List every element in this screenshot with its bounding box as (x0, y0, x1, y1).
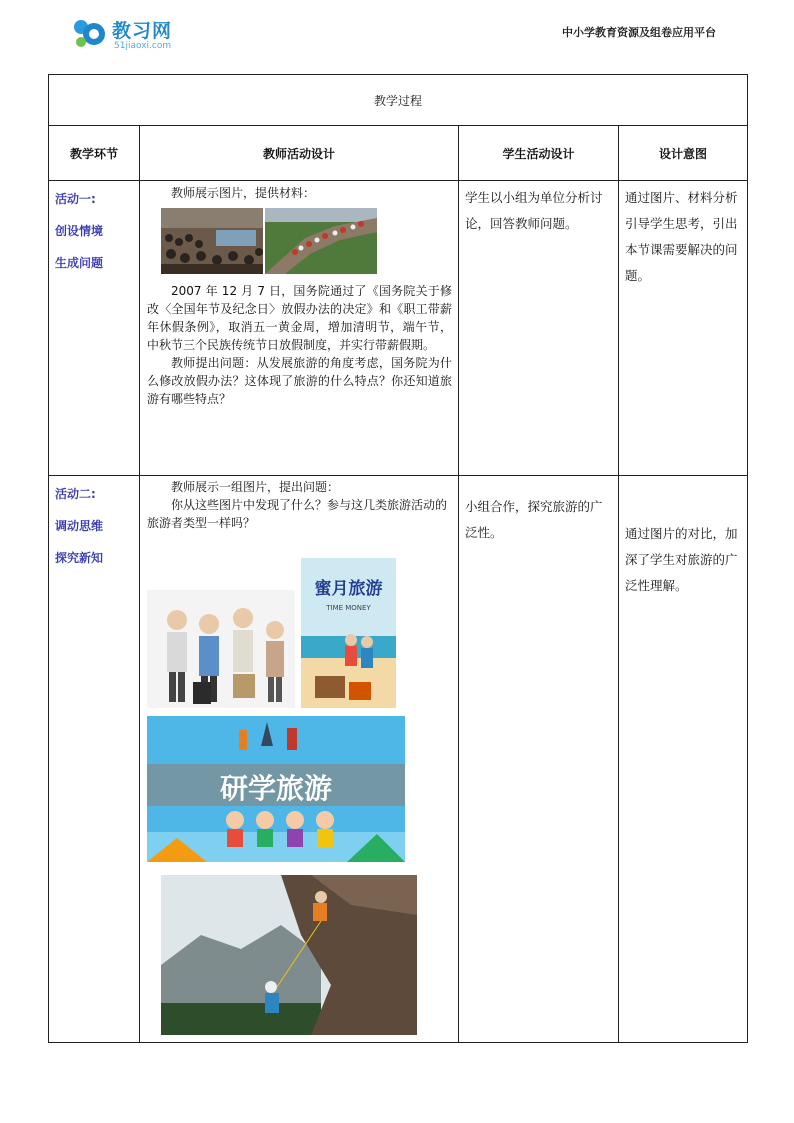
column-header-stage: 教学环节 (49, 126, 140, 181)
teacher-cell (140, 476, 459, 1043)
card-subtitle: TIME MONEY (326, 604, 371, 612)
logo-url: 51jiaoxi.com (114, 41, 172, 51)
stage-line: 生成问题 (55, 256, 104, 270)
tourism-photo-group (140, 558, 458, 708)
teacher-intro: 教师展示一组图片，提出问题： (171, 480, 340, 494)
column-header-student: 学生活动设计 (459, 126, 619, 181)
column-header-teacher: 教师活动设计 (140, 126, 459, 181)
teacher-paragraph: 2007 年 12 月 7 日，国务院通过了《国务院关于修改〈全国年节及纪念日〉放假办法的决定》和《职工带薪年休假条例》，取消五一黄金周，增加清明节，端午节，中秋节三个民族传统节日放假制度，并实行带薪假期。 (147, 284, 452, 352)
student-cell (459, 181, 619, 476)
table-title: 教学过程 (49, 75, 748, 126)
student-activity: 小组合作，探究旅游的广泛性。 (465, 499, 603, 540)
design-intent: 通过图片、材料分析引导学生思考，引出本节课需要解决的问题。 (625, 190, 738, 283)
intent-cell (619, 476, 748, 1043)
teacher-question: 你从这些图片中发现了什么？参与这几类旅游活动的旅游者类型一样吗？ (147, 498, 448, 530)
student-cell (459, 476, 619, 1043)
platform-title: 中小学教育资源及组卷应用平台 (562, 26, 716, 39)
teacher-intro: 教师展示图片，提供材料： (171, 186, 316, 200)
stage-label: 活动一: (55, 192, 96, 206)
site-logo (72, 16, 182, 52)
stage-cell (49, 181, 140, 476)
teacher-question: 教师提出问题：从发展旅游的角度考虑，国务院为什么修改放假办法？这体现了旅游的什么特点？你还知道旅游有哪些特点？ (147, 356, 452, 406)
rock-climbing-photo (161, 875, 417, 1035)
logo-name: 教习网 (112, 20, 173, 42)
stage-label: 活动二: (55, 487, 96, 501)
climbing-photo-wrap (161, 875, 458, 1038)
poster-title: 研学旅游 (219, 772, 333, 805)
holiday-crowd-photos (161, 208, 377, 274)
card-title: 蜜月旅游 (314, 579, 383, 599)
stage-line: 创设情境 (55, 224, 104, 238)
great-wall-photo (265, 208, 377, 274)
study-tour-poster (147, 716, 405, 862)
column-header-intent: 设计意图 (619, 126, 748, 181)
stage-cell (49, 476, 140, 1043)
design-intent: 通过图片的对比，加深了学生对旅游的广泛性理解。 (625, 526, 738, 593)
logo-mark-icon (72, 18, 106, 50)
table-row (49, 181, 748, 476)
honeymoon-travel-card (301, 558, 396, 708)
elderly-tourists-photo (147, 590, 295, 708)
lesson-table (48, 74, 748, 1043)
stage-line: 探究新知 (55, 551, 104, 565)
teacher-cell (140, 181, 459, 476)
table-row (49, 476, 748, 1043)
crowd-photo (161, 208, 263, 274)
intent-cell (619, 181, 748, 476)
stage-line: 调动思维 (55, 519, 104, 533)
study-tour-poster-wrap (147, 716, 458, 865)
student-activity: 学生以小组为单位分析讨论，回答教师问题。 (465, 190, 603, 231)
